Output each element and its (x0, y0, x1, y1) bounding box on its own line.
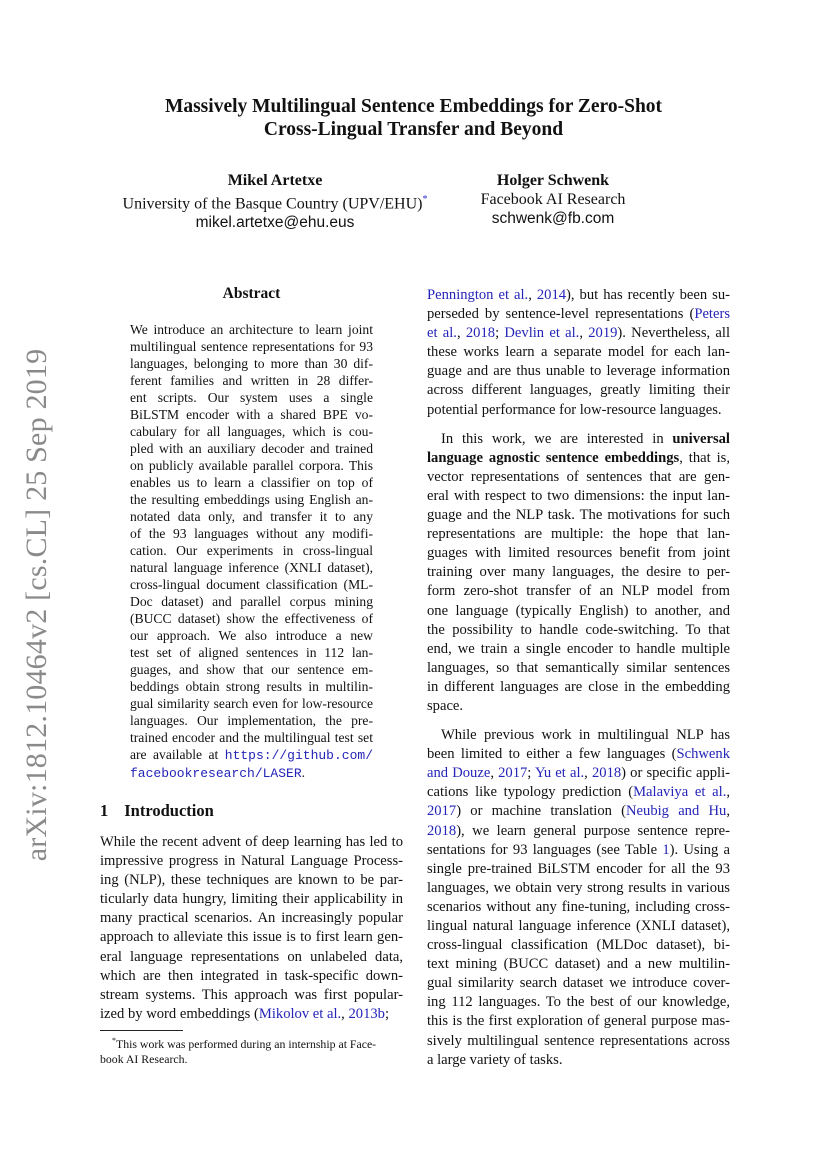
text-segment: perseded by sentence-level representations ( (427, 306, 695, 323)
text-segment: guage and are thus unable to leverage information (427, 363, 730, 380)
introduction-body (100, 833, 403, 1024)
text-segment: cations like typology prediction ( (427, 784, 634, 801)
text-segment: test set of aligned sentences in 112 lan- (130, 645, 373, 660)
text-segment: single pre-trained BiLSTM encoder for all the 93 (427, 860, 730, 877)
text-line (427, 621, 730, 640)
text-line (427, 525, 730, 544)
text-line (427, 468, 730, 487)
text-segment: ) or specific appli- (621, 765, 731, 782)
text-segment: , (456, 325, 466, 342)
text-segment: eral with respect to two dimensions: the input lan- (427, 487, 730, 504)
text-segment: stream systems. This approach was first popular- (100, 986, 403, 1003)
citation-link[interactable]: 2018 (465, 325, 496, 342)
bold-text: universal (672, 430, 730, 447)
text-segment: cross-lingual document classification (ML- (130, 577, 373, 592)
text-line (130, 593, 373, 610)
text-segment: ing 112 languages. To the best of our knowledge, (427, 994, 730, 1011)
text-line (130, 491, 373, 508)
paper-title (0, 95, 827, 141)
text-segment: in different languages are close in the embedding (427, 678, 730, 695)
text-line (130, 525, 373, 542)
text-segment: ing (NLP), these techniques are known to be par- (100, 872, 403, 889)
text-segment: ) or machine translation ( (456, 803, 627, 820)
text-segment: space. (427, 697, 464, 714)
footnote-mark[interactable]: * (422, 194, 428, 205)
text-line (130, 542, 373, 559)
text-segment: trained encoder and the multilingual test set (130, 730, 373, 745)
text-line (427, 640, 730, 659)
text-line (130, 372, 373, 389)
text-segment: cation. Our experiments in cross-lingual (130, 543, 373, 558)
text-line (427, 745, 730, 764)
citation-link[interactable]: Devlin et al. (504, 325, 580, 342)
text-line (427, 487, 730, 506)
text-segment: (BUCC dataset) show the effectiveness of (130, 611, 373, 626)
text-segment: Doc dataset) and parallel corpus mining (130, 594, 373, 609)
text-line (100, 928, 403, 947)
author-affiliation: Facebook AI Research (480, 191, 626, 208)
text-segment: form zero-shot transfer of an NLP model from (427, 583, 730, 600)
text-segment: the resulting embeddings using English an- (130, 492, 373, 507)
text-line (427, 324, 730, 343)
text-line (427, 1012, 730, 1031)
text-line (427, 974, 730, 993)
section-heading-introduction (100, 801, 214, 821)
text-segment: many practical scenarios. An increasingly popular (100, 910, 403, 927)
text-line (427, 401, 730, 420)
text-line (130, 559, 373, 576)
text-segment: While previous work in multilingual NLP has (441, 727, 730, 744)
text-line (427, 879, 730, 898)
text-line (427, 993, 730, 1012)
text-segment: scenarios without any fine-tuning, including cross- (427, 898, 730, 915)
text-line (100, 852, 403, 871)
text-line (427, 678, 730, 697)
text-segment: ent scripts. Our system uses a single (130, 390, 373, 405)
text-segment: which are then integrated in task-specific down- (100, 967, 403, 984)
text-line (427, 659, 730, 678)
text-segment: While the recent advent of deep learning has led to (100, 834, 403, 850)
text-segment: enables us to learn a classifier on top of (130, 475, 373, 490)
text-line (427, 917, 730, 936)
citation-link[interactable]: Mikolov et al. (258, 1005, 342, 1022)
text-segment: on publicly available parallel corpora. This (130, 458, 373, 473)
text-line (130, 508, 373, 525)
text-line (100, 1005, 403, 1024)
text-segment: lingual natural language inference (XNLI dataset), (427, 918, 730, 934)
text-line (427, 506, 730, 525)
text-segment: ), we learn general purpose sentence repre- (456, 822, 730, 839)
text-segment: text mining (BUCC dataset) and a new multilin- (427, 956, 730, 973)
text-segment: BiLSTM encoder with a shared BPE vo- (130, 407, 373, 422)
title-line-1: Massively Multilingual Sentence Embeddings for Zero-Shot (164, 96, 663, 117)
text-segment: cross-lingual classification (MLDoc dataset), bi- (427, 937, 730, 954)
citation-link[interactable]: Peters (694, 306, 730, 323)
text-segment: training over many languages, the desire to per- (427, 564, 730, 581)
citation-link[interactable]: and Douze (427, 765, 491, 782)
citation-link[interactable]: 2018 (591, 765, 622, 782)
text-segment: are available at (130, 747, 225, 762)
text-segment: vector representations of sentences that are gen- (427, 468, 730, 485)
text-line (427, 936, 730, 955)
citation-link[interactable]: Malaviya et al. (633, 784, 727, 801)
paragraph (427, 726, 730, 1070)
author-affiliation (100, 190, 450, 213)
text-segment: approach to alleviate this issue is to first learn gen- (100, 929, 403, 946)
footnote-line-2: book AI Research. (100, 1051, 188, 1066)
text-segment: these works learn a separate model for each lan- (427, 344, 730, 361)
text-line (427, 381, 730, 400)
citation-link[interactable]: 2014 (536, 287, 567, 303)
text-line (130, 440, 373, 457)
text-line (130, 712, 373, 729)
text-line (130, 406, 373, 423)
text-line (130, 338, 373, 355)
text-line (100, 890, 403, 909)
text-line (427, 582, 730, 601)
text-line (130, 457, 373, 474)
footnote (100, 1033, 403, 1067)
citation-link[interactable]: 1 (662, 841, 670, 858)
section-title: Introduction (124, 801, 214, 820)
text-line (130, 423, 373, 440)
text-line (427, 898, 730, 917)
text-segment: , (726, 784, 731, 801)
citation-link[interactable]: https://github.com/ (224, 748, 373, 763)
text-segment: . (301, 765, 306, 780)
text-line (427, 1032, 730, 1051)
abstract-heading: Abstract (222, 285, 281, 302)
citation-link[interactable]: facebookresearch/LASER (130, 766, 302, 781)
text-line (427, 362, 730, 381)
text-segment: languages, we obtain very strong results in various (427, 879, 730, 896)
author-2 (453, 171, 653, 228)
text-line (100, 986, 403, 1005)
text-segment: been limited to either a few languages ( (427, 746, 677, 763)
text-segment: , (726, 803, 730, 820)
author-email: mikel.artetxe@ehu.eus (195, 214, 355, 232)
bold-text: language agnostic sentence embeddings (427, 449, 680, 466)
text-segment: , (490, 765, 499, 782)
text-segment: this is the first exploration of general purpose mas- (427, 1013, 730, 1030)
text-line (427, 841, 730, 860)
text-segment: the possibility to handle code-switching. To that (427, 621, 730, 638)
text-segment: of the 93 languages without any modifi- (130, 526, 373, 541)
text-line (427, 822, 730, 841)
footnote-rule (100, 1030, 183, 1031)
text-segment: ). Nevertheless, all (617, 325, 731, 342)
text-line (427, 544, 730, 563)
author-name: Mikel Artetxe (227, 172, 323, 189)
text-segment: sively multilingual sentence representations across (427, 1032, 730, 1049)
text-line (130, 661, 373, 678)
text-segment: languages, so that semantically similar sentences (427, 659, 730, 676)
arxiv-identifier: arXiv:1812.10464v2 [cs.CL] 25 Sep 2019 (20, 348, 53, 862)
text-line (427, 955, 730, 974)
text-line (100, 967, 403, 986)
text-line (130, 321, 373, 338)
text-line (130, 644, 373, 661)
paragraph-gap (427, 716, 730, 726)
author-1 (100, 171, 450, 232)
text-segment: , (584, 765, 592, 782)
citation-link[interactable]: Pennington et al. (427, 287, 529, 303)
paragraph (427, 430, 730, 716)
text-line (100, 833, 403, 852)
citation-link[interactable]: Schwenk (676, 746, 730, 763)
paragraph (427, 286, 730, 420)
text-segment: , (579, 325, 589, 342)
text-line (427, 602, 730, 621)
text-segment: impressive progress in Natural Language Process- (100, 853, 403, 870)
citation-link[interactable]: 2013b (348, 1005, 385, 1022)
text-line (427, 764, 730, 783)
introduction-column (100, 833, 403, 1067)
text-line (427, 286, 730, 305)
text-segment: a large variety of tasks. (427, 1051, 563, 1068)
text-segment: ). Using a (669, 841, 730, 858)
text-segment: ferent families and written in 28 differ- (130, 373, 373, 388)
text-segment: our approach. We also introduce a new (130, 628, 373, 643)
citation-link[interactable]: 2017 (427, 803, 457, 820)
text-line (427, 343, 730, 362)
author-name: Holger Schwenk (496, 172, 610, 189)
text-line (100, 948, 403, 967)
text-segment: gual similarity search even for low-resource (130, 696, 373, 711)
affiliation-text: University of the Basque Country (UPV/EHU) (122, 195, 423, 213)
text-segment: ticularly data hungry, limiting their applicability in (100, 891, 403, 908)
text-line (427, 430, 730, 449)
text-line (427, 697, 730, 716)
text-line (130, 610, 373, 627)
text-line (427, 802, 730, 821)
section-number: 1 (100, 801, 109, 820)
text-line (427, 860, 730, 879)
text-segment: In this work, we are interested in (441, 430, 673, 447)
text-segment: end, we train a single encoder to handle multiple (427, 640, 730, 657)
citation-link[interactable]: 2017 (498, 765, 528, 782)
abstract-body (130, 321, 373, 782)
footnote-line-1: This work was performed during an internship at Face- (116, 1036, 377, 1051)
author-email: schwenk@fb.com (491, 210, 615, 227)
citation-link[interactable]: 2019 (588, 325, 618, 342)
text-line (130, 746, 373, 764)
text-segment: guages, and show that our sentence em- (130, 662, 373, 677)
text-segment: potential performance for low-resource languages. (427, 401, 722, 418)
text-segment: multilingual sentence representations for 93 (130, 339, 373, 354)
text-segment: notated data only, and transfer it to any (130, 509, 373, 524)
text-segment: sentations for 93 languages (see Table (427, 841, 663, 858)
right-column-body (427, 286, 730, 1070)
text-segment: gual similarity search dataset we introduce cover- (427, 975, 730, 992)
text-segment: , (528, 287, 537, 303)
citation-link[interactable]: et al. (427, 325, 457, 342)
text-line (100, 871, 403, 890)
text-line (427, 305, 730, 324)
text-line (130, 474, 373, 491)
title-line-2: Cross-Lingual Transfer and Beyond (263, 119, 564, 140)
citation-link[interactable]: 2018 (427, 822, 457, 839)
citation-link[interactable]: Neubig and Hu (626, 803, 727, 820)
text-segment: representations are multiple: the hope that lan- (427, 526, 730, 543)
text-segment: beddings obtain strong results in multilin- (130, 679, 373, 694)
text-line (130, 729, 373, 746)
text-line (427, 563, 730, 582)
text-line (100, 909, 403, 928)
paragraph-gap (427, 420, 730, 430)
text-segment: , that is, (679, 449, 731, 466)
text-segment: ; (384, 1005, 390, 1022)
text-segment: languages. Our implementation, the pre- (130, 713, 373, 728)
text-line (427, 783, 730, 802)
text-line (130, 355, 373, 372)
text-segment: eral language representations on unlabeled data, (100, 948, 403, 965)
citation-link[interactable]: Yu et al. (534, 765, 585, 782)
text-segment: guage and the NLP task. The motivations for such (427, 507, 730, 524)
text-line (427, 1051, 730, 1070)
text-segment: ; (527, 765, 535, 782)
text-line (130, 389, 373, 406)
text-segment: languages, belonging to more than 30 dif- (130, 356, 373, 371)
text-line (427, 726, 730, 745)
text-segment: guages with limited resources benefit from joint (427, 545, 730, 562)
footnote-marker: * (112, 1035, 116, 1045)
text-line (130, 627, 373, 644)
text-segment: one language (typically English) to another, and (427, 602, 730, 619)
text-segment: cabulary for all languages, which is cou- (130, 424, 373, 439)
text-line (130, 678, 373, 695)
text-segment: , (341, 1005, 349, 1022)
text-segment: ized by word embeddings ( (100, 1005, 259, 1022)
text-segment: pled with an auxiliary decoder and trained (130, 441, 373, 456)
text-line (130, 764, 373, 782)
text-line (427, 449, 730, 468)
text-line (130, 695, 373, 712)
text-segment: across different languages, greatly limiting their (427, 382, 730, 399)
text-line (130, 576, 373, 593)
text-segment: natural language inference (XNLI dataset), (130, 560, 373, 575)
text-segment: We introduce an architecture to learn joint (130, 322, 373, 337)
text-segment: ; (495, 325, 505, 342)
text-segment: ), but has recently been su- (566, 287, 731, 303)
